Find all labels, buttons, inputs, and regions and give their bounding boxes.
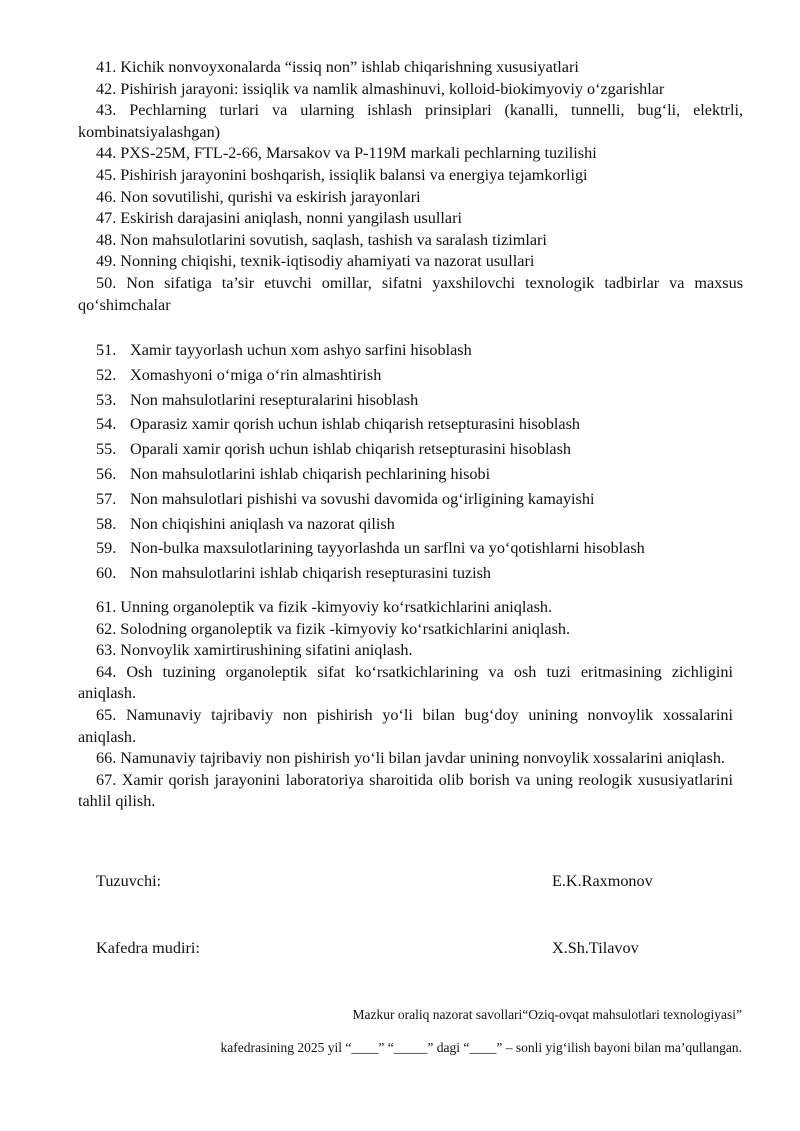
question-list-laboratory	[78, 597, 733, 813]
list-item: 47. Eskirish darajasini aniqlash, nonni yangilash usullari	[96, 209, 462, 228]
list-item: 49. Nonning chiqishi, texnik-iqtisodiy ahamiyati va nazorat usullari	[96, 252, 535, 271]
list-item: 48. Non mahsulotlarini sovutish, saqlash, tashish va saralash tizimlari	[96, 230, 547, 249]
list-item: 63. Nonvoylik xamirtirushining sifatini aniqlash.	[96, 641, 413, 660]
approval-note-line-1: Mazkur oraliq nazorat savollari“Oziq-ovqat mahsulotlari texnologiyasi”	[352, 1007, 742, 1022]
list-item: 57. Non mahsulotlari pishishi va sovushi davomida og‘irligining kamayishi	[96, 489, 595, 508]
list-item: 67. Xamir qorish jarayonini laboratoriya sharoitida olib borish va uning reologik xususiyatlarini tahlil qilish.	[78, 770, 733, 811]
head-of-department-label: Kafedra mudiri:	[96, 939, 200, 957]
question-list-calculations	[78, 338, 743, 586]
list-item: 41. Kichik nonvoyxonalarda “issiq non” ishlab chiqarishning xususiyatlari	[96, 58, 579, 76]
compiler-name: E.K.Raxmonov	[552, 872, 653, 890]
list-item: 61. Unning organoleptik va fizik -kimyoviy ko‘rsatkichlarini aniqlash.	[96, 598, 553, 616]
list-item: 45. Pishirish jarayonini boshqarish, issiqlik balansi va energiya tejamkorligi	[96, 165, 588, 184]
list-item: 46. Non sovutilishi, qurishi va eskirish jarayonlari	[96, 187, 421, 206]
compiler-label: Tuzuvchi:	[96, 872, 162, 890]
list-item: 65. Namunaviy tajribaviy non pishirish yo‘li bilan bug‘doy unining nonvoylik xossalarini aniqlash.	[78, 705, 733, 746]
list-item: 64. Osh tuzining organoleptik sifat ko‘rsatkichlarining va osh tuzi eritmasining zichligini aniqlash.	[78, 662, 734, 703]
list-item: 42. Pishirish jarayoni: issiqlik va namlik almashinuvi, kolloid-biokimyoviy o‘zgarishlar	[96, 79, 665, 98]
list-item: 52. Xomashyoni o‘miga o‘rin almashtirish	[96, 365, 382, 384]
list-item: 43. Pechlarning turlari va ularning ishlash prinsiplari (kanalli, tunnelli, bug‘li, elektrli, kombinatsiyalashgan)	[78, 101, 743, 141]
list-item: 59. Non-bulka maxsulotlarining tayyorlashda un sarflni va yo‘qotishlarni hisoblash	[96, 539, 645, 558]
list-item: 53. Non mahsulotlarini resepturalarini hisoblash	[96, 390, 419, 409]
approval-note-line-2: kafedrasining 2025 yil “____” “_____” dagi “____” – sonli yig‘ilish bayoni bilan ma’qullangan.	[220, 1040, 742, 1055]
list-item: 50. Non sifatiga ta’sir etuvchi omillar, sifatni yaxshilovchi texnologik tadbirlar va maxsus qo‘shimchalar	[78, 273, 743, 314]
list-item: 56. Non mahsulotlarini ishlab chiqarish pechlarining hisobi	[96, 464, 491, 483]
list-item: 51. Xamir tayyorlash uchun xom ashyo sarfini hisoblash	[96, 341, 472, 359]
list-item: 60. Non mahsulotlarini ishlab chiqarish resepturasini tuzish	[96, 564, 492, 583]
question-list-theory	[78, 57, 743, 316]
list-item: 44. PXS-25M, FTL-2-66, Marsakov va P-119M markali pechlarning tuzilishi	[96, 144, 597, 163]
list-item: 55. Oparali xamir qorish uchun ishlab chiqarish retsepturasini hisoblash	[96, 440, 572, 459]
list-item: 66. Namunaviy tajribaviy non pishirish yo‘li bilan javdar unining nonvoylik xossalarini aniqlash.	[96, 749, 725, 768]
list-item: 54. Oparasiz xamir qorish uchun ishlab chiqarish retsepturasini hisoblash	[96, 415, 581, 434]
head-of-department-name: X.Sh.Tilavov	[552, 939, 639, 957]
list-item: 62. Solodning organoleptik va fizik -kimyoviy ko‘rsatkichlarini aniqlash.	[96, 619, 571, 638]
list-item: 58. Non chiqishini aniqlash va nazorat qilish	[96, 514, 395, 533]
